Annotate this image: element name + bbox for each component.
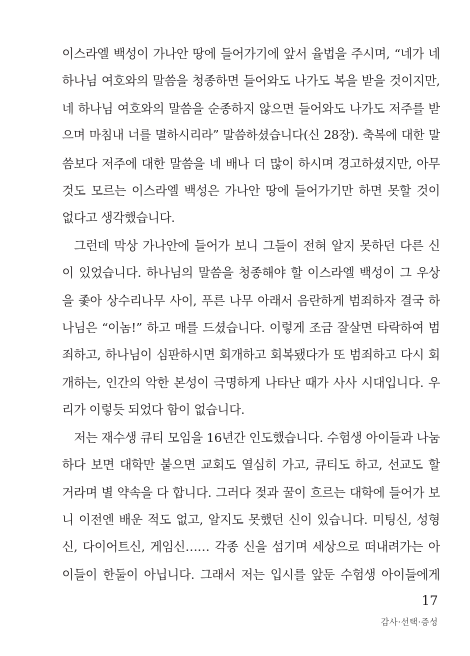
paragraph-2	[62, 232, 440, 424]
text-line: 그런데 막상 가나안에 들어가 보니 그들이 전혀 알지 못하던 다른 신	[74, 237, 440, 253]
text-line: 씀보다 저주에 대한 말씀을 네 배나 더 많이 하시며 경고하셨지만, 아무	[62, 155, 440, 171]
text-line: 이 있었습니다. 하나님의 말씀을 청종해야 할 이스라엘 백성이 그 우상	[62, 265, 440, 281]
text-line: 을 좇아 상수리나무 사이, 푸른 나무 아래서 음란하게 범죄하자 결국 하	[62, 292, 440, 308]
text-line: 이스라엘 백성이 가나안 땅에 들어가기에 앞서 율법을 주시며, “네가 네	[62, 46, 440, 61]
text-line: 나님은 “이놈!” 하고 매를 드셨습니다. 이렇게 조금 잘살면 타락하여 범	[62, 320, 440, 336]
text-line: 신, 다이어트신, 게임신…… 각종 신을 섬기며 세상으로 떠내려가는 아	[62, 539, 440, 555]
text-line: 죄하고, 하나님이 심판하시면 회개하고 회복됐다가 또 범죄하고 다시 회	[62, 347, 440, 363]
text-line: 리가 이렇듯 되었다 함이 없습니다.	[62, 402, 245, 418]
text-line: 으며 마침내 너를 멸하시리라” 말씀하셨습니다(신 28장). 축복에 대한 말	[62, 128, 440, 143]
text-line: 저는 재수생 큐티 모임을 16년간 인도했습니다. 수험생 아이들과 나눔	[74, 429, 440, 445]
text-line: 거라며 별 약속을 다 합니다. 그러다 젖과 꿀이 흐르는 대학에 들어가 보	[62, 484, 440, 500]
running-footer-title: 감사·선택·증성	[380, 618, 438, 628]
text-line: 네 하나님 여호와의 말씀을 순종하지 않으면 들어와도 나가도 저주를 받	[62, 100, 440, 116]
body-text	[62, 40, 440, 588]
text-line: 니 이전엔 배운 적도 없고, 알지도 못했던 신이 있습니다. 미팅신, 성형	[62, 511, 440, 527]
paragraph-1	[62, 40, 440, 232]
text-line: 개하는, 인간의 악한 본성이 극명하게 나타난 때가 사사 시대입니다. 우	[62, 374, 440, 390]
paragraph-3	[62, 424, 440, 588]
text-line: 하나님 여호와의 말씀을 청종하면 들어와도 나가도 복을 받을 것이지만,	[62, 73, 440, 89]
page-number: 17	[421, 594, 438, 609]
text-line: 없다고 생각했습니다.	[62, 210, 175, 226]
text-line: 하다 보면 대학만 붙으면 교회도 열심히 가고, 큐티도 하고, 선교도 할	[62, 457, 440, 473]
text-line: 것도 모르는 이스라엘 백성은 가나안 땅에 들어가기만 하면 못할 것이	[62, 183, 440, 199]
text-line: 이들이 한둘이 아닙니다. 그래서 저는 입시를 앞둔 수험생 아이들에게	[62, 566, 440, 582]
